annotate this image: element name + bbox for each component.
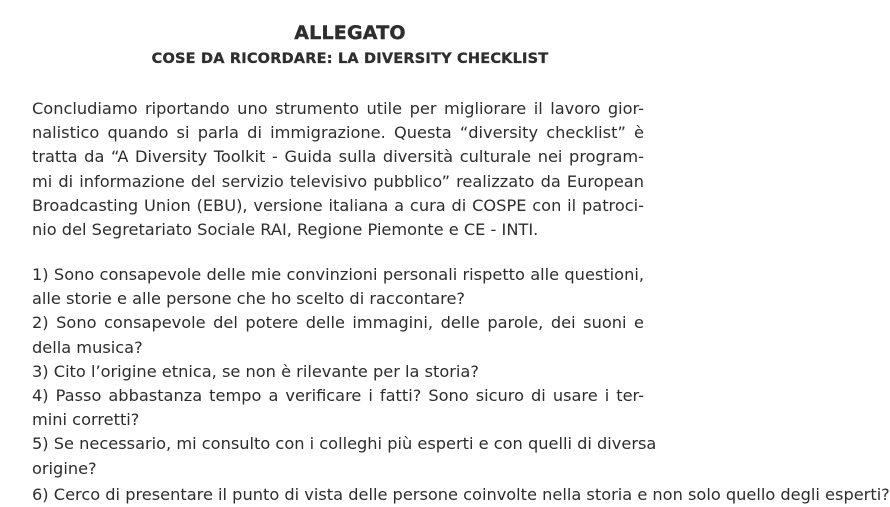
checklist-line: 3) Cito l’origine etnica, se non è rilevante per la storia? [32, 361, 479, 381]
intro-line: Broadcasting Union (EBU), versione italiana a cura di COSPE con il patroci- [32, 195, 644, 215]
checklist-line: della musica? [32, 337, 143, 357]
checklist-line: 5) Se necessario, mi consulto con i colleghi più esperti e con quelli di diversa [32, 434, 657, 454]
checklist-item [32, 311, 644, 359]
page-title: ALLEGATO [294, 22, 406, 44]
checklist-item [32, 263, 644, 311]
checklist-line: mini corretti? [32, 410, 140, 430]
checklist-line: 2) Sono consapevole del potere delle immagini, delle parole, dei suoni e [32, 313, 644, 333]
checklist-line: alle storie e alle persone che ho scelto di raccontare? [32, 289, 466, 309]
intro-line: mi di informazione del servizio televisivo pubblico” realizzato da European [32, 171, 644, 191]
checklist-line: 4) Passo abbastanza tempo a verificare i fatti? Sono sicuro di usare i ter- [32, 385, 644, 405]
checklist-line: 1) Sono consapevole delle mie convinzioni personali rispetto alle questioni, [32, 265, 644, 284]
intro-line: tratta da “A Diversity Toolkit - Guida sulla diversità culturale nei program- [32, 147, 644, 167]
intro-line: nalistico quando si parla di immigrazione. Questa “diversity checklist” è [32, 123, 644, 143]
intro-line: nio del Segretariato Sociale RAI, Regione Piemonte e CE - INTI. [32, 219, 539, 239]
checklist-item [32, 360, 644, 384]
diversity-checklist [32, 263, 657, 481]
intro-paragraph [32, 97, 644, 242]
page-subtitle: COSE DA RICORDARE: LA DIVERSITY CHECKLIST [151, 51, 549, 67]
intro-line: Concludiamo riportando uno strumento utile per migliorare il lavoro gior- [32, 99, 644, 118]
cut-off-text: 6) Cerco di presentare il punto di vista delle persone coinvolte nella storia e non solo quello degli esperti? [32, 485, 890, 504]
cut-off-checklist-line [32, 485, 890, 504]
checklist-line: origine? [32, 458, 97, 478]
checklist-item [32, 384, 644, 432]
checklist-item [32, 432, 657, 480]
